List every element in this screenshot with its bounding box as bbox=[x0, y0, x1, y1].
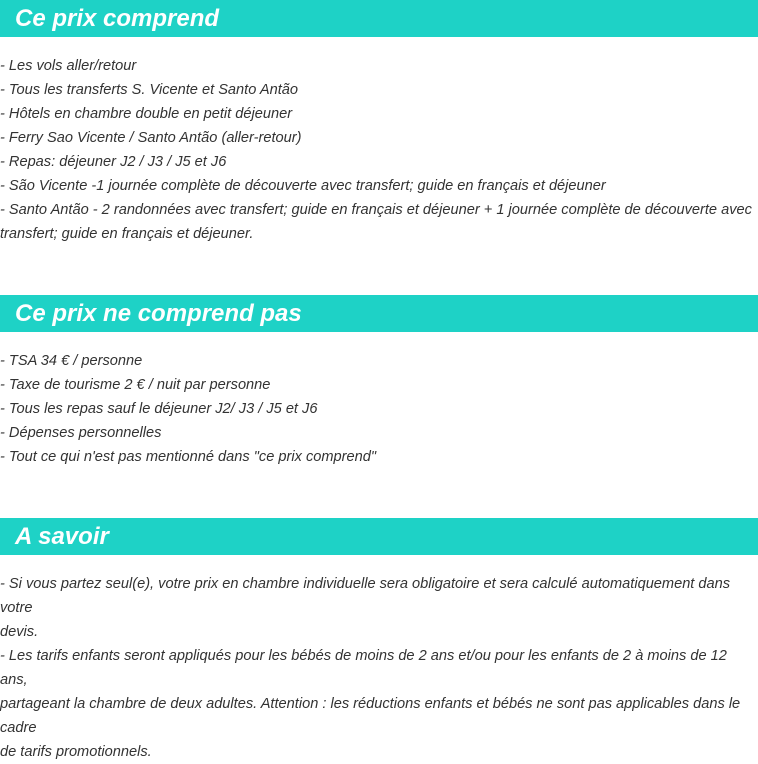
section-good-to-know bbox=[0, 518, 758, 764]
section-price-excludes bbox=[0, 295, 758, 469]
section-header bbox=[0, 0, 758, 37]
list-item: - Les tarifs enfants seront appliqués pour les bébés de moins de 2 ans et/ou pour les enfants de 2 à moins de 12 ans, bbox=[0, 648, 727, 688]
list-item: - Santo Antão - 2 randonnées avec transfert; guide en français et déjeuner + 1 journée complète de découverte avec bbox=[0, 202, 752, 218]
section-title: A savoir bbox=[15, 523, 109, 550]
list-item: - TSA 34 € / personne bbox=[0, 353, 143, 369]
section-price-includes bbox=[0, 0, 758, 246]
section-body bbox=[0, 37, 758, 246]
list-item: - Si vous partez seul(e), votre prix en chambre individuelle sera obligatoire et sera calculé automatiquement dans votre bbox=[0, 576, 731, 616]
list-item: - Tout ce qui n'est pas mentionné dans "ce prix comprend" bbox=[0, 449, 377, 465]
list-item: - Ferry Sao Vicente / Santo Antão (aller-retour) bbox=[0, 130, 302, 146]
section-header bbox=[0, 295, 758, 332]
list-item: - Hôtels en chambre double en petit déjeuner bbox=[0, 106, 293, 122]
list-item: - Dépenses personnelles bbox=[0, 425, 162, 441]
list-item: - Tous les repas sauf le déjeuner J2/ J3 / J5 et J6 bbox=[0, 401, 318, 417]
list-item: - Les vols aller/retour bbox=[0, 58, 137, 74]
list-item-continuation: de tarifs promotionnels. bbox=[0, 744, 152, 760]
section-header bbox=[0, 518, 758, 555]
section-body bbox=[0, 555, 758, 764]
list-item: - São Vicente -1 journée complète de découverte avec transfert; guide en français et déjeuner bbox=[0, 178, 606, 194]
section-title: Ce prix comprend bbox=[15, 5, 220, 32]
list-item-continuation: devis. bbox=[0, 624, 39, 640]
list-item-continuation: partageant la chambre de deux adultes. Attention : les réductions enfants et bébés ne sont pas applicables dans le cadre bbox=[0, 696, 741, 736]
list-item: - Taxe de tourisme 2 € / nuit par personne bbox=[0, 377, 271, 393]
section-body bbox=[0, 332, 758, 469]
list-item: - Repas: déjeuner J2 / J3 / J5 et J6 bbox=[0, 154, 227, 170]
list-item-continuation: transfert; guide en français et déjeuner. bbox=[0, 226, 254, 242]
section-title: Ce prix ne comprend pas bbox=[15, 300, 302, 327]
list-item: - Tous les transferts S. Vicente et Santo Antão bbox=[0, 82, 298, 98]
